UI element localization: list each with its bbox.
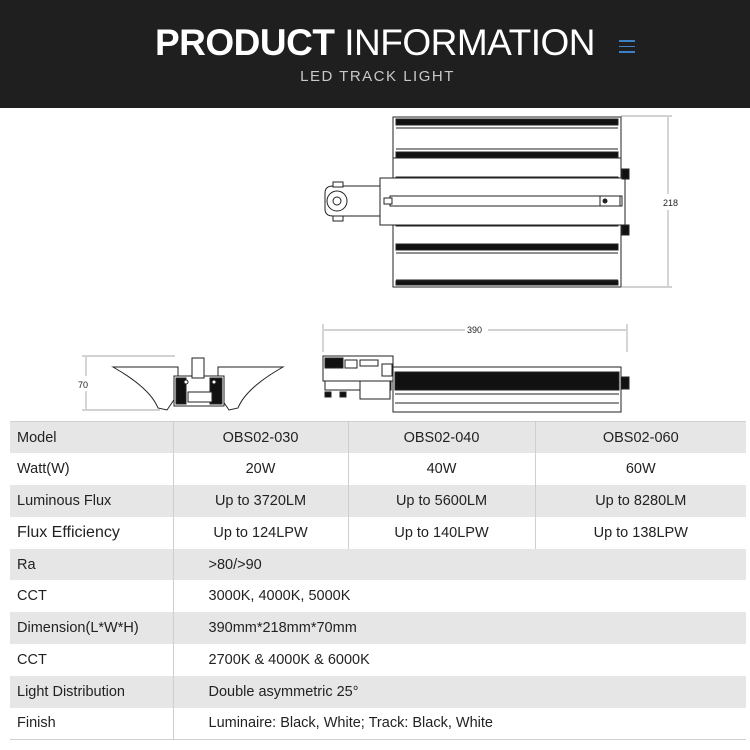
table-row-flux-efficiency (10, 517, 746, 549)
title-bold: PRODUCT (155, 22, 335, 63)
table-row-watt (10, 453, 746, 485)
row-label: CCT (10, 580, 173, 612)
cell-value: 40W (348, 453, 535, 485)
table-row-model (10, 422, 746, 454)
table-row-finish (10, 708, 746, 740)
row-label: Light Distribution (10, 676, 173, 708)
row-label: Flux Efficiency (10, 517, 173, 549)
model-060: OBS02-060 (535, 422, 746, 454)
cell-value: Luminaire: Black, White; Track: Black, White (173, 708, 746, 740)
page-title (0, 22, 750, 64)
side-view-drawing (323, 356, 629, 412)
row-label: Ra (10, 549, 173, 581)
cell-value: 3000K, 4000K, 5000K (173, 580, 746, 612)
row-label: Model (10, 422, 173, 454)
table-row-cct-alt (10, 644, 746, 676)
table-row-luminous-flux (10, 485, 746, 517)
table-row-ra (10, 549, 746, 581)
cell-value: 2700K & 4000K & 6000K (173, 644, 746, 676)
dimension-length-label: 390 (467, 325, 483, 335)
table-row-light-distribution (10, 676, 746, 708)
front-view-drawing (113, 358, 283, 410)
cell-value: Up to 140LPW (348, 517, 535, 549)
model-030: OBS02-030 (173, 422, 348, 454)
cell-value: 390mm*218mm*70mm (173, 612, 746, 644)
cell-value: Up to 5600LM (348, 485, 535, 517)
title-light: INFORMATION (344, 22, 595, 63)
row-label: CCT (10, 644, 173, 676)
dimension-height-label: 218 (663, 198, 679, 208)
cell-value: 60W (535, 453, 746, 485)
table-row-cct (10, 580, 746, 612)
spec-table (10, 421, 746, 740)
row-label: Finish (10, 708, 173, 740)
row-label: Watt(W) (10, 453, 173, 485)
header-banner (0, 0, 750, 108)
cell-value: >80/>90 (173, 549, 746, 581)
table-row-dimension (10, 612, 746, 644)
cell-value: Up to 3720LM (173, 485, 348, 517)
page-subtitle: LED TRACK LIGHT (300, 68, 455, 85)
technical-drawing (0, 108, 750, 420)
top-view-drawing (325, 117, 629, 287)
dimension-depth-label: 70 (78, 380, 89, 390)
cell-value: Up to 138LPW (535, 517, 746, 549)
cell-value: Up to 8280LM (535, 485, 746, 517)
model-040: OBS02-040 (348, 422, 535, 454)
cell-value: Double asymmetric 25° (173, 676, 746, 708)
cell-value: 20W (173, 453, 348, 485)
row-label: Dimension(L*W*H) (10, 612, 173, 644)
cell-value: Up to 124LPW (173, 517, 348, 549)
menu-icon[interactable] (619, 40, 635, 56)
row-label: Luminous Flux (10, 485, 173, 517)
